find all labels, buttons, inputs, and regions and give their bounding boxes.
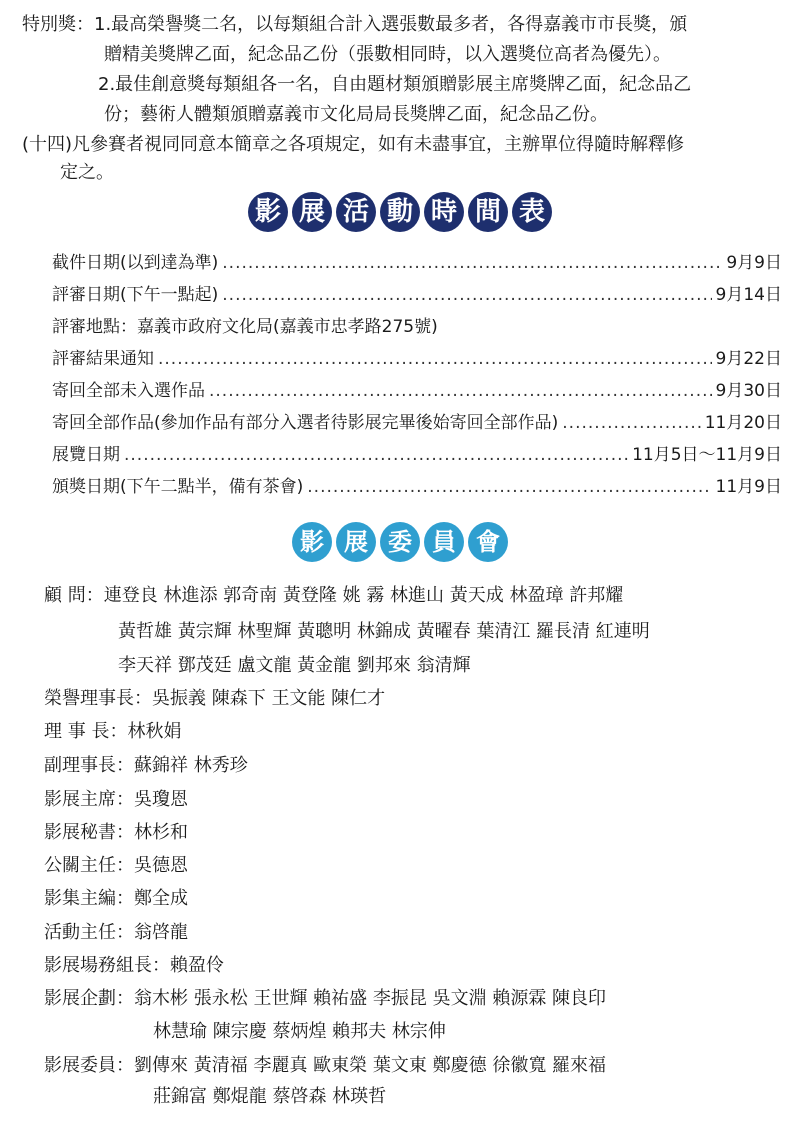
committee-heading — [292, 522, 508, 562]
schedule-row — [52, 412, 782, 434]
leader-dots — [209, 380, 712, 402]
committee-heading-char: 委 — [380, 522, 420, 562]
committee-secretary: 影展秘書：林杉和 — [44, 822, 188, 843]
committee-advisors: 李天祥 鄧茂廷 盧文龍 黃金龍 劉邦來 翁清輝 — [118, 655, 471, 676]
schedule-label: 寄回全部未入選作品 — [52, 381, 205, 401]
leader-dots — [158, 348, 712, 370]
leader-dots — [222, 284, 711, 306]
schedule-label: 評審地點：嘉義市政府文化局(嘉義市忠孝路275號) — [52, 317, 438, 337]
leader-dots — [222, 252, 722, 274]
committee-heading-char: 影 — [292, 522, 332, 562]
schedule-heading-char: 動 — [380, 192, 420, 232]
schedule-heading-char: 表 — [512, 192, 552, 232]
schedule-date: 9月22日 — [715, 349, 782, 369]
committee-editor: 影集主編：鄭全成 — [44, 888, 188, 909]
schedule-label: 評審日期(下午一點起) — [52, 285, 219, 305]
committee-advisors: 黃哲雄 黃宗輝 林聖輝 黃聰明 林錦成 黃曜春 葉清江 羅長清 紅連明 — [118, 621, 650, 642]
schedule-date: 11月9日 — [715, 477, 782, 497]
schedule-heading-char: 時 — [424, 192, 464, 232]
schedule-row — [52, 380, 782, 402]
committee-planning: 影展企劃：翁木彬 張永松 王世輝 賴祐盛 李振昆 吳文淵 賴源霖 陳良印 — [44, 988, 607, 1009]
committee-venue: 影展場務組長：賴盈伶 — [44, 955, 224, 976]
committee-planning: 林慧瑜 陳宗慶 蔡炳煌 賴邦夫 林宗伸 — [153, 1021, 446, 1042]
leader-dots — [307, 476, 711, 498]
schedule-date: 11月20日 — [704, 413, 782, 433]
rule-line-3: 2.最佳創意獎每類組各一名，自由題材類頒贈影展主席獎牌乙面，紀念品乙 — [98, 74, 692, 95]
committee-chairman: 理 事 長：林秋娟 — [44, 721, 182, 742]
schedule-row — [52, 284, 782, 306]
rule-line-6: 定之。 — [60, 162, 114, 183]
rule-line-1: 特別獎：1.最高榮譽獎二名，以每類組合計入選張數最多者，各得嘉義市市長獎，頒 — [22, 14, 688, 35]
leader-dots — [562, 412, 700, 434]
schedule-heading-char: 活 — [336, 192, 376, 232]
schedule-label: 截件日期(以到達為準) — [52, 253, 219, 273]
schedule-row — [52, 348, 782, 370]
rule-line-5: (十四)凡參賽者視同同意本簡章之各項規定，如有未盡事宜，主辦單位得隨時解釋修 — [22, 134, 685, 155]
schedule-heading-char: 間 — [468, 192, 508, 232]
schedule-label: 展覽日期 — [52, 445, 120, 465]
schedule-date: 9月9日 — [726, 253, 782, 273]
committee-pr: 公關主任：吳德恩 — [44, 855, 188, 876]
schedule-label: 評審結果通知 — [52, 349, 154, 369]
schedule-row — [52, 476, 782, 498]
schedule-row — [52, 444, 782, 466]
schedule-date: 9月14日 — [715, 285, 782, 305]
schedule-date: 9月30日 — [715, 381, 782, 401]
schedule-row — [52, 252, 782, 274]
committee-members: 莊錦富 鄭焜龍 蔡啓森 林瑛哲 — [153, 1086, 387, 1107]
committee-members: 影展委員：劉傳來 黃清福 李麗真 歐東榮 葉文東 鄭慶德 徐徽寬 羅來福 — [44, 1055, 607, 1076]
committee-heading-char: 會 — [468, 522, 508, 562]
schedule-heading-char: 影 — [248, 192, 288, 232]
schedule-date: 11月5日～11月9日 — [632, 445, 782, 465]
rule-line-4: 份；藝術人體類頒贈嘉義市文化局局長獎牌乙面，紀念品乙份。 — [104, 104, 608, 125]
committee-honorary: 榮譽理事長：吳振義 陳森下 王文能 陳仁才 — [44, 688, 386, 709]
schedule-heading — [248, 192, 552, 232]
committee-activity: 活動主任：翁啓龍 — [44, 922, 188, 943]
rule-line-2: 贈精美獎牌乙面，紀念品乙份（張數相同時，以入選獎位高者為優先）。 — [104, 44, 671, 65]
committee-vice: 副理事長：蘇錦祥 林秀珍 — [44, 755, 248, 776]
schedule-row — [52, 316, 782, 338]
committee-heading-char: 展 — [336, 522, 376, 562]
committee-heading-char: 員 — [424, 522, 464, 562]
schedule-heading-char: 展 — [292, 192, 332, 232]
leader-dots — [124, 444, 628, 466]
schedule-label: 頒獎日期(下午二點半，備有茶會) — [52, 477, 304, 497]
committee-advisors: 顧 問：連登良 林進添 郭奇南 黃登隆 姚 霧 林進山 黃天成 林盈璋 許邦耀 — [44, 585, 624, 606]
committee-director: 影展主席：吳瓊恩 — [44, 789, 188, 810]
schedule-label: 寄回全部作品(參加作品有部分入選者待影展完畢後始寄回全部作品) — [52, 413, 559, 433]
